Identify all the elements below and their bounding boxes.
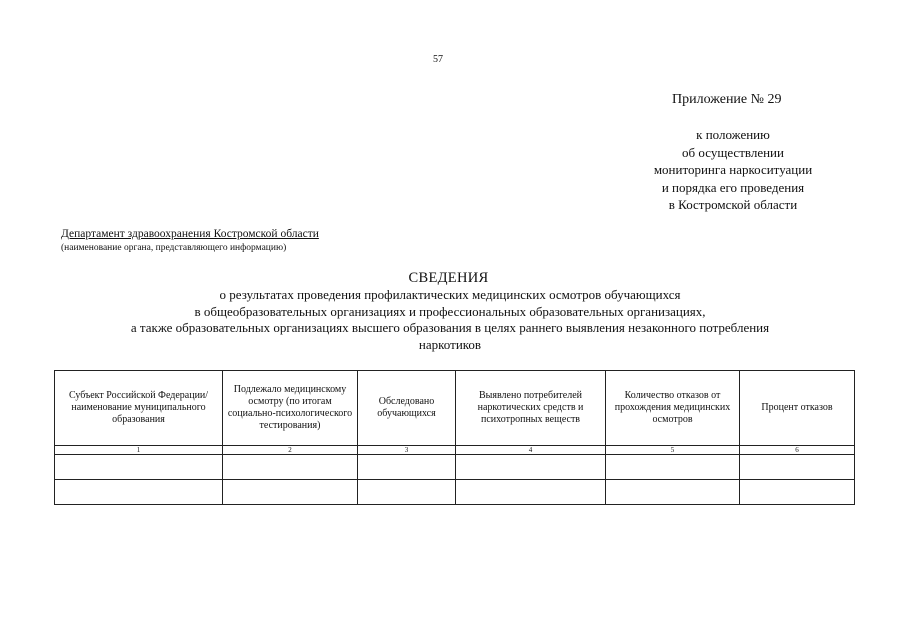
table-cell <box>606 455 740 480</box>
table-cell <box>55 455 223 480</box>
appendix-line: и порядка его проведения <box>661 179 805 195</box>
table-header-row <box>55 371 855 446</box>
subtitle-line: а также образовательных организациях высшего образования в целях раннего выявления незаконного потребления <box>130 320 770 335</box>
table-cell <box>358 480 456 505</box>
column-number: 6 <box>740 446 855 455</box>
organization-caption: (наименование органа, представляющего информацию) <box>61 243 287 253</box>
report-table <box>54 370 855 505</box>
appendix-line: мониторинга наркоситуации <box>653 162 813 177</box>
column-number: 3 <box>358 446 456 455</box>
table-row <box>55 480 855 505</box>
appendix-title: Приложение № 29 <box>672 92 782 107</box>
appendix-subtitle <box>618 126 848 214</box>
header-cell-examined: Обследовано обучающихся <box>358 371 456 446</box>
subtitle-line: в общеобразовательных организациях и профессиональных образовательных организациях, <box>194 303 706 319</box>
table-cell <box>223 480 358 505</box>
table-cell <box>358 455 456 480</box>
document-title: СВЕДЕНИЯ <box>408 270 489 286</box>
table-cell <box>740 480 855 505</box>
table-row <box>55 455 855 480</box>
table-cell <box>740 455 855 480</box>
subtitle-line: наркотиков <box>418 336 482 352</box>
column-number: 5 <box>606 446 740 455</box>
table-cell <box>456 480 606 505</box>
header-cell-refusals-count: Количество отказов от прохождения медицинских осмотров <box>606 371 740 446</box>
column-number: 2 <box>223 446 358 455</box>
table-cell <box>223 455 358 480</box>
table-cell <box>55 480 223 505</box>
table-cell <box>456 455 606 480</box>
column-number: 4 <box>456 446 606 455</box>
header-cell-subject: Субъект Российской Федерации/ наименование муниципального образования <box>55 371 223 446</box>
document-subtitle <box>60 287 840 353</box>
header-cell-subject-to-exam: Подлежало медицинскому осмотру (по итогам социально-психологического тестирования) <box>223 371 358 446</box>
column-number-row <box>55 446 855 455</box>
appendix-line: в Костромской области <box>668 197 798 212</box>
appendix-line: к положению <box>696 127 770 142</box>
subtitle-line: о результатах проведения профилактических медицинских осмотров обучающихся <box>219 287 681 302</box>
header-cell-refusals-percent: Процент отказов <box>740 371 855 446</box>
page-number: 57 <box>433 54 443 65</box>
table-cell <box>606 480 740 505</box>
appendix-line: об осуществлении <box>682 144 784 160</box>
column-number: 1 <box>55 446 223 455</box>
organization-name: Департамент здравоохранения Костромской области <box>61 228 319 240</box>
header-cell-users-detected: Выявлено потребителей наркотических средств и психотропных веществ <box>456 371 606 446</box>
